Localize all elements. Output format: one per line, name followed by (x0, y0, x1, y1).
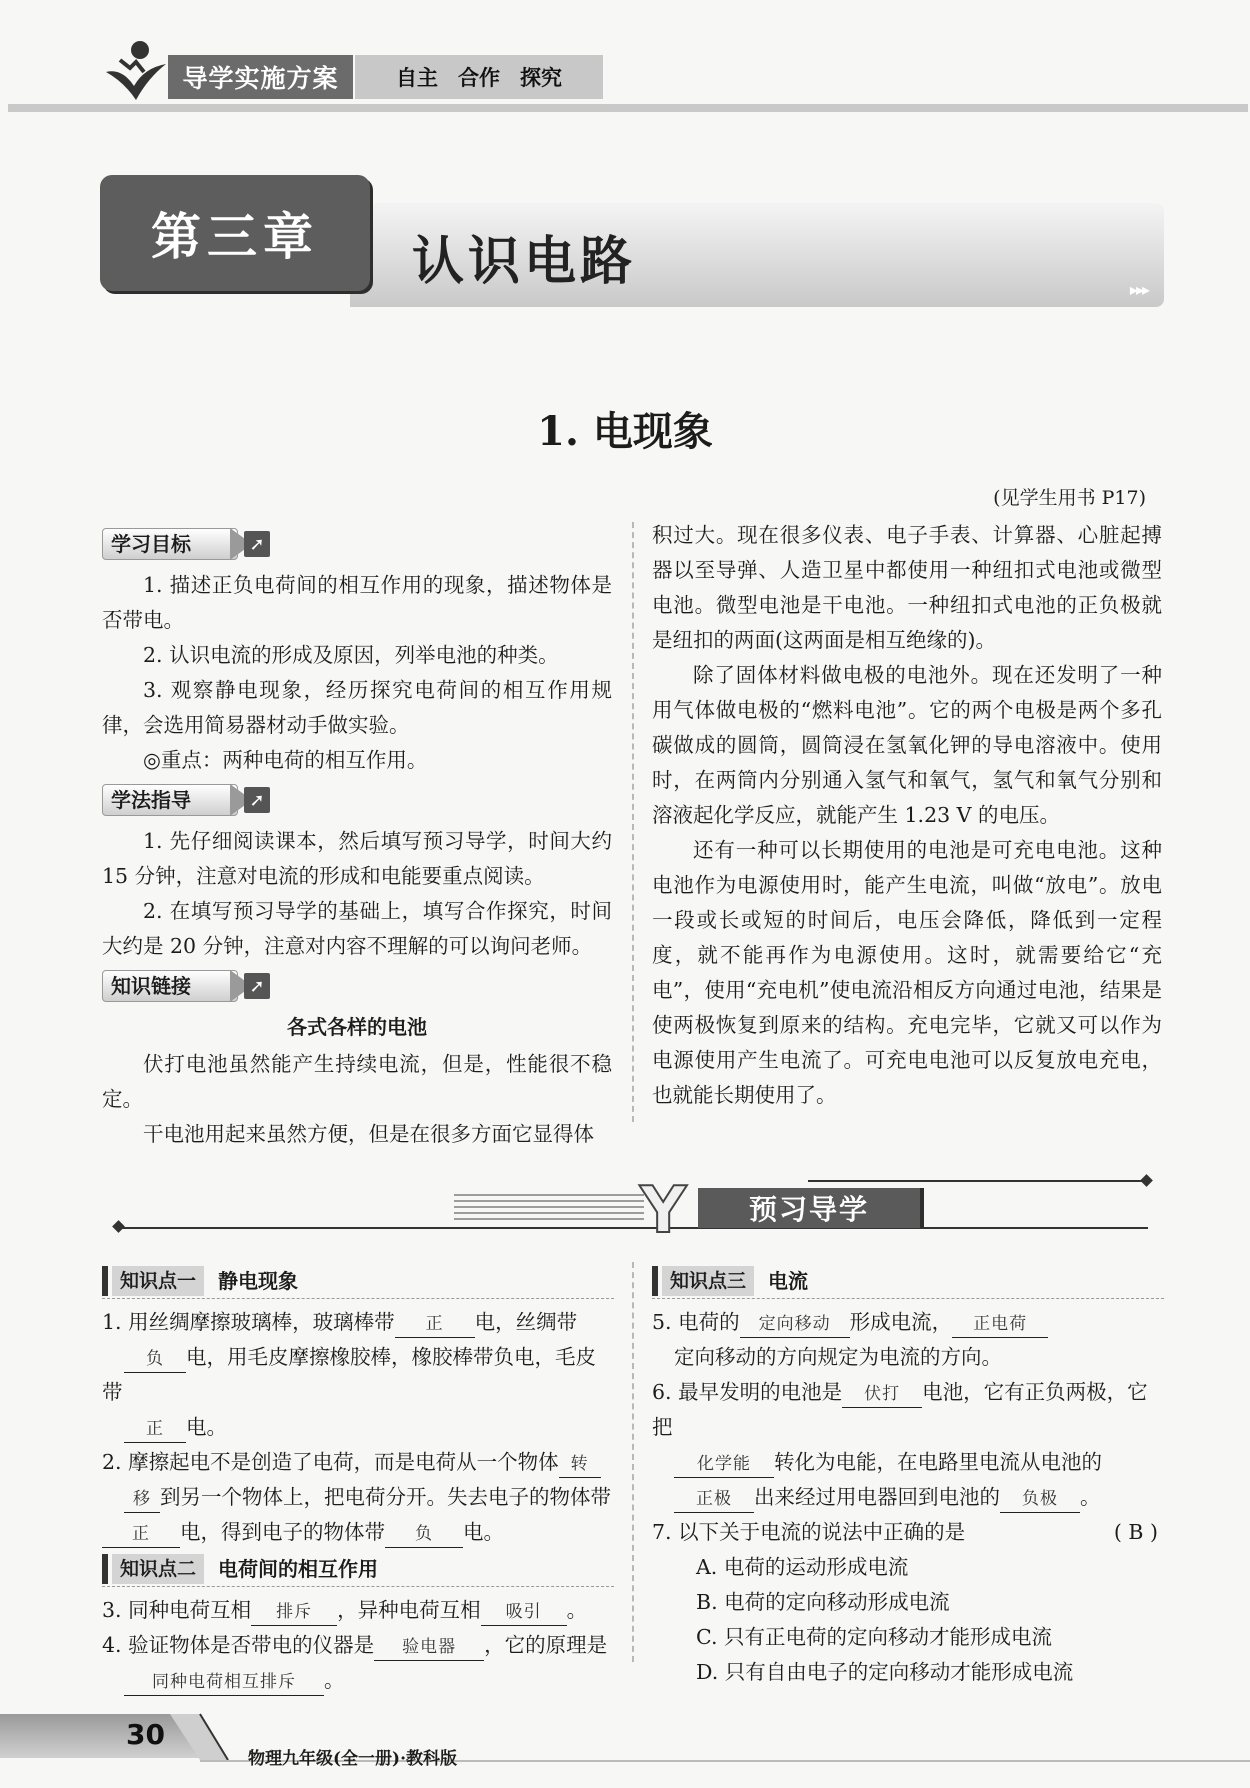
knowledge-point-2-header (102, 1552, 614, 1587)
q4-text-1: 4. 验证物体是否带电的仪器是 (102, 1633, 375, 1657)
q5-text-3: 定向移动的方向规定为电流的方向。 (674, 1345, 1002, 1369)
question-5 (652, 1305, 1164, 1375)
banner-rule (118, 1227, 1148, 1229)
study-goals-label (102, 526, 612, 562)
q2-text-1: 2. 摩擦起电不是创造了电荷，而是电荷从一个物体 (102, 1450, 559, 1474)
q2-text-2: 到另一个物体上，把电荷分开。失去电子的物体带 (160, 1485, 611, 1509)
q6-text-3: 转化为电能，在电路里电流从电池的 (774, 1450, 1102, 1474)
header-tag-cooperate: 合作 (458, 65, 500, 90)
question-2 (102, 1445, 614, 1550)
q5-answer-1: 定向移动 (740, 1311, 850, 1338)
study-method-2: 2. 在填写预习导学的基础上，填写合作探究，时间大约是 20 分钟，注意对内容不理解的可以询问老师。 (102, 899, 612, 958)
q1-text-4: 电。 (186, 1415, 227, 1439)
section-title: 1. 电现象 (537, 408, 713, 455)
study-goal-key-point: ◎重点：两种电荷的相互作用。 (143, 748, 428, 772)
study-methods-label (102, 782, 612, 818)
battery-paragraph-2: 除了固体材料做电极的电池外。现在还发明了一种用气体做电极的“燃料电池”。它的两个电极是两个多孔碳做成的圆筒，圆筒浸在氢氧化钾的导电溶液中。使用时，在两筒内分别通入氢气和氧气，氢气和氧气分别和溶液起化学反应，就能产生 1.23 V 的电压。 (652, 663, 1162, 827)
diamond-icon (1140, 1174, 1153, 1187)
header-rule (8, 104, 1248, 112)
banner-stripes (454, 1190, 644, 1224)
q6-answer-3: 正极 (674, 1486, 754, 1513)
chevron-right-icon: ▸▸▸ (1129, 280, 1148, 299)
book-title: 物理九年级(全一册)·教科版 (248, 1749, 458, 1769)
column-divider (632, 522, 634, 1122)
questions-left (102, 1262, 614, 1698)
top-header (0, 0, 1250, 120)
q2-answer-2: 正 (102, 1521, 180, 1548)
kp-tag: 知识点一 (112, 1266, 204, 1296)
diamond-icon (112, 1220, 125, 1233)
arrow-northeast-icon: ➚ (244, 973, 270, 999)
battery-paragraph-3: 还有一种可以长期使用的电池是可充电电池。这种电池作为电源使用时，能产生电流，叫做“放电”。放电一段或长或短的时间后，电压会降低，降低到一定程度，就不能再作为电源使用。这时，就需要给它“充电”，使用“充电机”使电流沿相反方向通过电池，结果是使两极恢复到原来的结构。充电完毕，它就又可以作为电源使用产生电流了。可充电电池可以反复放电充电，也就能长期使用了。 (652, 838, 1162, 1107)
arrow-northeast-icon: ➚ (244, 787, 270, 813)
q3-answer-1: 排斥 (251, 1599, 337, 1626)
q1-text-2: 电，丝绸带 (474, 1310, 578, 1334)
study-goal-3: 3. 观察静电现象，经历探究电荷间的相互作用规律，会选用简易器材动手做实验。 (102, 678, 612, 737)
q4-answer-2: 同种电荷相互排斥 (124, 1669, 324, 1696)
question-7 (652, 1515, 1164, 1550)
study-goal-2: 2. 认识电流的形成及原因，列举电池的种类。 (143, 643, 559, 667)
footer-corner-shape (170, 1708, 230, 1768)
chapter-title: 认识电路 (412, 232, 637, 292)
reader-logo-icon (100, 38, 172, 102)
q6-answer-2: 化学能 (674, 1451, 774, 1478)
q5-text-2: 形成电流， (849, 1310, 953, 1334)
header-tag-explore: 探究 (520, 65, 562, 90)
q1-text-1: 1. 用丝绸摩擦玻璃棒，玻璃棒带 (102, 1310, 395, 1334)
chapter-number: 第三章 (100, 175, 370, 291)
section-reference: (见学生用书 P17) (993, 487, 1146, 509)
question-6 (652, 1375, 1164, 1515)
q1-text-3: 电，用毛皮摩擦橡胶棒，橡胶棒带负电，毛皮带 (102, 1345, 596, 1404)
q7-option-a: A. 电荷的运动形成电流 (696, 1555, 909, 1579)
preview-label: 预习导学 (698, 1188, 920, 1228)
header-tab-main: 导学实施方案 (168, 55, 353, 99)
battery-paragraph-1: 积过大。现在很多仪表、电子手表、计算器、心脏起搏器以至导弹、人造卫星中都使用一种纽扣式电池或微型电池。微型电池是干电池。一种纽扣式电池的正负极就是纽扣的两面(这两面是相互绝缘的)。 (652, 523, 1162, 652)
q3-text-2: ，异种电荷互相 (337, 1598, 481, 1622)
kp-tag: 知识点二 (112, 1554, 204, 1584)
q6-answer-1: 伏打 (842, 1381, 922, 1408)
chapter-banner (100, 175, 1164, 307)
kp-bar (102, 1266, 108, 1296)
footer (0, 1708, 1250, 1788)
q6-text-4: 出来经过用电器回到电池的 (754, 1485, 1000, 1509)
preview-letter: Y (640, 1174, 687, 1248)
knowledge-point-1-header (102, 1264, 614, 1299)
banner-rule-top (808, 1180, 1148, 1182)
q7-option-d: D. 只有自由电子的定向移动才能形成电流 (696, 1660, 1074, 1684)
q4-text-2: ，它的原理是 (484, 1633, 608, 1657)
q6-answer-4: 负极 (1000, 1486, 1080, 1513)
q2-answer-3: 负 (385, 1521, 463, 1548)
q6-text-2: 电池，它有正负两极，它把 (652, 1380, 1148, 1439)
q5-answer-2: 正电荷 (952, 1311, 1048, 1338)
knowledge-link-paragraph-1: 伏打电池虽然能产生持续电流，但是，性能很不稳定。 (102, 1052, 612, 1111)
kp-title: 静电现象 (218, 1268, 299, 1293)
questions-right (652, 1262, 1164, 1690)
q5-text-1: 5. 电荷的 (652, 1310, 740, 1334)
q2-text-4: 电。 (463, 1520, 504, 1544)
q1-answer-1: 正 (395, 1311, 475, 1338)
q3-text-1: 3. 同种电荷互相 (102, 1598, 252, 1622)
study-goal-1: 1. 描述正负电荷间的相互作用的现象，描述物体是否带电。 (102, 573, 612, 632)
preview-banner (118, 1174, 1148, 1248)
kp-bar (102, 1554, 108, 1584)
q7-stem: 7. 以下关于电流的说法中正确的是 (652, 1520, 966, 1544)
kp-title: 电荷间的相互作用 (218, 1556, 379, 1581)
q2-answer-1a: 转 (559, 1451, 601, 1478)
q7-answer: ( B ) (1113, 1520, 1158, 1544)
knowledge-link-label-text: 知识链接 (102, 970, 238, 1002)
page-number: 30 (126, 1718, 165, 1751)
column-divider (632, 1262, 634, 1662)
arrow-northeast-icon: ➚ (244, 531, 270, 557)
header-tab-sub (355, 55, 603, 99)
q7-option-b: B. 电荷的定向移动形成电流 (696, 1590, 950, 1614)
q6-text-1: 6. 最早发明的电池是 (652, 1380, 843, 1404)
q4-answer-1: 验电器 (374, 1634, 484, 1661)
q2-text-3: 电，得到电子的物体带 (180, 1520, 385, 1544)
knowledge-point-3-header (652, 1264, 1164, 1299)
q3-text-3: 。 (566, 1598, 588, 1622)
question-3 (102, 1593, 614, 1628)
knowledge-link-label (102, 968, 612, 1004)
q1-answer-3: 正 (124, 1416, 186, 1443)
q3-answer-2: 吸引 (481, 1599, 567, 1626)
knowledge-link-subtitle: 各式各样的电池 (287, 1015, 427, 1039)
study-method-1: 1. 先仔细阅读课本，然后填写预习导学，时间大约 15 分钟，注意对电流的形成和电能要重点阅读。 (102, 829, 612, 888)
kp-bar (652, 1266, 658, 1296)
question-4 (102, 1628, 614, 1698)
knowledge-link-paragraph-2: 干电池用起来虽然方便，但是在很多方面它显得体 (143, 1122, 594, 1146)
q7-option-c: C. 只有正电荷的定向移动才能形成电流 (696, 1625, 1052, 1649)
header-tag-self: 自主 (396, 65, 438, 90)
kp-tag: 知识点三 (662, 1266, 754, 1296)
question-1 (102, 1305, 614, 1445)
study-goals-label-text: 学习目标 (102, 528, 238, 560)
kp-title: 电流 (768, 1268, 809, 1293)
q6-text-5: 。 (1080, 1485, 1101, 1509)
left-column (102, 522, 612, 1152)
right-column (652, 518, 1162, 1113)
q2-answer-1b: 移 (124, 1486, 160, 1513)
q4-text-3: 。 (324, 1668, 345, 1692)
study-methods-label-text: 学法指导 (102, 784, 238, 816)
q1-answer-2: 负 (124, 1346, 186, 1373)
